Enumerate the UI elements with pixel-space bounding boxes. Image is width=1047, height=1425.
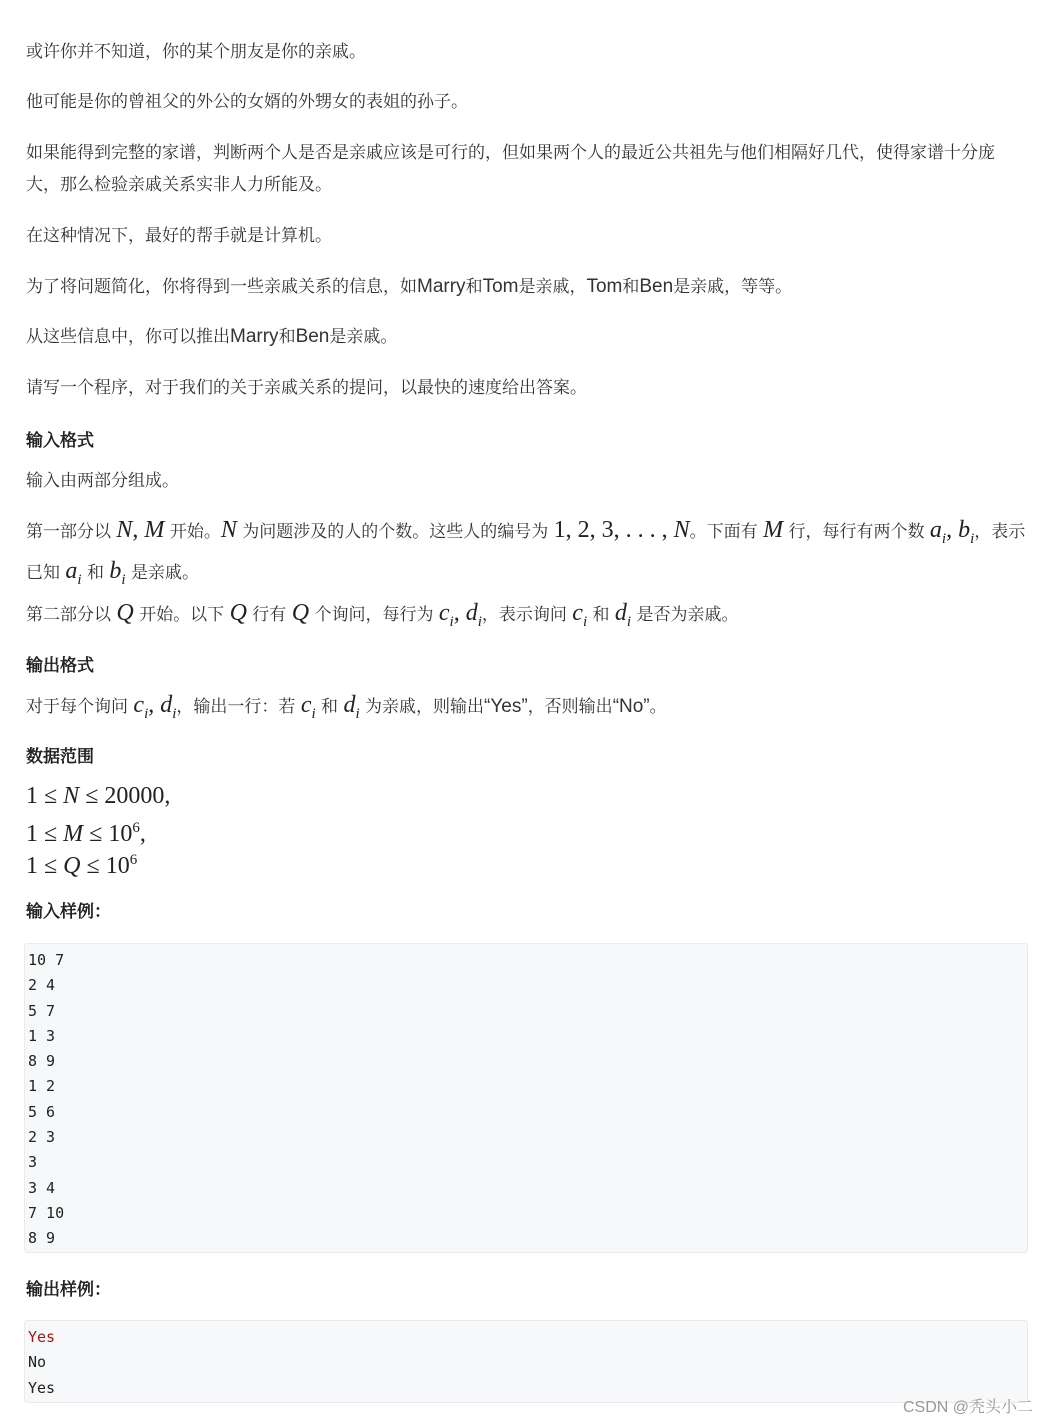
text-segment: 在这种情况下，最好的帮手就是计算机。 — [26, 226, 332, 246]
description-paragraph — [26, 372, 1027, 404]
math-symbol: a — [65, 557, 78, 584]
math-variable — [614, 600, 632, 630]
description-paragraph — [26, 321, 1027, 353]
math-symbol: a — [929, 517, 942, 543]
math-number: , — [946, 517, 959, 543]
code-line: No — [28, 1353, 47, 1372]
text-segment: 。下面有 — [689, 522, 764, 542]
code-line: Yes — [28, 1378, 56, 1397]
text-segment: 是亲戚。 — [329, 327, 398, 347]
latin-text: Marry — [230, 326, 279, 347]
math-variable — [116, 600, 133, 626]
range-exponent: 6 — [132, 820, 140, 836]
description-paragraph — [26, 271, 1027, 303]
math-subscript: i — [970, 530, 975, 547]
math-variable — [230, 600, 247, 626]
math-symbol: N — [220, 517, 237, 543]
text-segment: 为问题涉及的人的个数。这些人的编号为 — [236, 522, 554, 542]
math-symbol: Q — [229, 600, 247, 626]
math-variable — [292, 600, 309, 626]
text-segment: 第一部分以 — [26, 522, 117, 542]
math-variable — [674, 517, 690, 543]
latin-text: Ben — [295, 326, 330, 347]
math-symbol: c — [438, 600, 450, 626]
math-variable — [465, 600, 482, 630]
input-format-paragraph — [26, 597, 1027, 638]
range-variable: M — [63, 821, 84, 847]
latin-text: “No” — [612, 696, 650, 717]
math-subscript: i — [477, 613, 482, 630]
math-symbol: M — [144, 517, 165, 543]
text-segment: 个询问，每行为 — [309, 605, 439, 625]
input-format-paragraph — [26, 514, 1027, 596]
text-segment: 和 — [81, 562, 110, 583]
math-symbol: Q — [291, 600, 310, 626]
text-segment: 和 — [622, 277, 640, 297]
output-format-heading: 输出格式 — [26, 656, 94, 676]
math-number: , — [453, 600, 466, 626]
code-line: 8 9 — [28, 1229, 56, 1248]
code-line: 10 7 — [28, 951, 65, 969]
latin-text: Ben — [639, 276, 674, 297]
code-line: 2 3 — [28, 1128, 56, 1147]
text-segment: 对于每个询问 — [26, 697, 134, 717]
math-subscript: i — [582, 613, 588, 630]
math-variable — [572, 600, 588, 630]
description-paragraph — [26, 220, 1027, 252]
range-rhs: ≤ 10 — [80, 853, 130, 879]
data-range-heading: 数据范围 — [26, 747, 94, 767]
code-line: 2 4 — [28, 976, 56, 995]
code-line: 5 7 — [28, 1001, 56, 1020]
sample-input-code — [24, 943, 1028, 1253]
math-variable — [133, 692, 149, 722]
description-paragraph — [26, 36, 1027, 68]
math-variable — [300, 692, 316, 722]
math-variable — [144, 517, 164, 543]
code-line: 3 4 — [28, 1178, 56, 1197]
code-line: 8 9 — [28, 1052, 56, 1071]
text-segment: 和 — [587, 605, 615, 625]
range-rhs: ≤ 10 — [83, 821, 133, 847]
output-format-paragraph — [26, 689, 1027, 730]
text-segment: 。 — [649, 697, 667, 717]
math-symbol: b — [109, 557, 122, 584]
code-line: 7 10 — [28, 1203, 65, 1222]
math-symbol: Q — [116, 600, 134, 626]
range-lhs: 1 ≤ — [26, 821, 64, 847]
text-segment: 行，每行有两个数 — [783, 522, 930, 542]
math-number: , — [148, 692, 161, 718]
range-tail: , — [164, 783, 171, 809]
input-format-paragraph — [26, 465, 1027, 497]
math-symbol: d — [465, 600, 478, 626]
range-variable: N — [63, 783, 80, 809]
text-segment: 他可能是你的曾祖父的外公的女婿的外甥女的表姐的孙子。 — [26, 92, 468, 112]
math-variable — [763, 517, 783, 543]
math-variable — [929, 517, 947, 547]
text-segment: 输入由两部分组成。 — [26, 471, 179, 491]
range-tail: , — [139, 821, 146, 847]
text-segment: 为亲戚，则输出 — [359, 697, 485, 717]
math-subscript: i — [626, 613, 632, 630]
sample-input-heading: 输入样例： — [26, 902, 111, 922]
latin-text: Tom — [586, 276, 623, 297]
range-lhs: 1 ≤ — [26, 853, 64, 879]
latin-text: Marry — [417, 276, 466, 297]
range-constraint — [26, 844, 1027, 882]
math-variable — [221, 517, 237, 543]
math-symbol: d — [160, 692, 173, 718]
text-segment: 如果能得到完整的家谱，判断两个人是否是亲戚应该是可行的，但如果两个人的最近公共祖先与他们相隔好几代，使得家谱十分庞大，那么检验亲戚关系实非人力所能及。 — [26, 143, 995, 195]
math-subscript: i — [449, 613, 454, 630]
description-paragraph — [26, 86, 1027, 118]
math-variable — [65, 557, 82, 588]
math-subscript: i — [941, 530, 947, 547]
range-variable: Q — [63, 853, 81, 879]
sample-output-code — [24, 1320, 1028, 1403]
watermark: CSDN @秃头小二 — [902, 1399, 1033, 1416]
text-segment: 行有 — [246, 605, 292, 625]
math-variable — [109, 557, 126, 588]
range-constraint — [26, 780, 1027, 812]
math-subscript: i — [355, 705, 360, 722]
text-segment: 是亲戚， — [518, 277, 587, 297]
math-subscript: i — [172, 705, 177, 722]
text-segment: 是否为亲戚。 — [631, 605, 739, 625]
text-segment: ，表示已知 — [26, 522, 1026, 583]
math-variable — [343, 692, 360, 722]
text-segment: 第二部分以 — [26, 605, 117, 625]
math-variable — [438, 600, 454, 630]
text-segment: 是亲戚，等等。 — [673, 277, 793, 297]
description-paragraph — [26, 137, 1027, 201]
text-segment: 或许你并不知道，你的某个朋友是你的亲戚。 — [26, 42, 366, 62]
math-subscript: i — [144, 705, 149, 722]
latin-text: Tom — [482, 276, 519, 297]
math-variable — [958, 517, 975, 547]
range-lhs: 1 ≤ — [26, 783, 64, 809]
code-line: Yes — [28, 1328, 56, 1346]
text-segment: 是亲戚。 — [125, 562, 199, 583]
text-segment: 开始。以下 — [133, 605, 230, 625]
math-subscript: i — [311, 705, 316, 722]
text-segment: 和 — [465, 277, 483, 297]
math-symbol: c — [300, 692, 312, 718]
text-segment: 从这些信息中，你可以推出 — [26, 327, 230, 347]
math-symbol: N — [673, 517, 690, 543]
math-symbol: d — [614, 600, 627, 626]
text-segment: 请写一个程序，对于我们的关于亲戚关系的提问，以最快的速度给出答案。 — [26, 378, 587, 398]
math-symbol: b — [958, 517, 971, 543]
math-symbol: c — [133, 692, 145, 718]
text-segment: 为了将问题简化，你将得到一些亲戚关系的信息，如 — [26, 277, 417, 297]
code-line: 1 2 — [28, 1077, 56, 1096]
text-segment: 开始。 — [164, 522, 221, 542]
math-subscript: i — [77, 571, 82, 588]
range-exponent: 6 — [129, 852, 138, 868]
range-rhs: ≤ 20000 — [79, 783, 165, 809]
math-symbol: d — [343, 692, 356, 718]
math-symbol: M — [763, 517, 784, 543]
input-format-heading: 输入格式 — [26, 431, 94, 451]
sample-output-heading: 输出样例： — [26, 1280, 111, 1300]
text-segment: ，否则输出 — [527, 697, 613, 717]
math-variable — [116, 517, 132, 543]
code-line: 1 3 — [28, 1026, 56, 1045]
code-line: 3 — [28, 1153, 38, 1172]
text-segment: 和 — [278, 327, 296, 347]
math-number: 1, 2, 3, . . . , — [553, 517, 674, 543]
math-variable — [160, 692, 177, 722]
text-segment: ，输出一行：若 — [176, 697, 301, 717]
text-segment: ，表示询问 — [481, 605, 573, 625]
math-symbol: c — [572, 600, 583, 626]
text-segment: 和 — [315, 697, 344, 717]
latin-text: “Yes” — [484, 696, 528, 717]
math-symbol: N — [116, 517, 133, 543]
math-subscript: i — [121, 571, 126, 588]
code-line: 5 6 — [28, 1102, 56, 1121]
math-number: , — [132, 517, 145, 543]
